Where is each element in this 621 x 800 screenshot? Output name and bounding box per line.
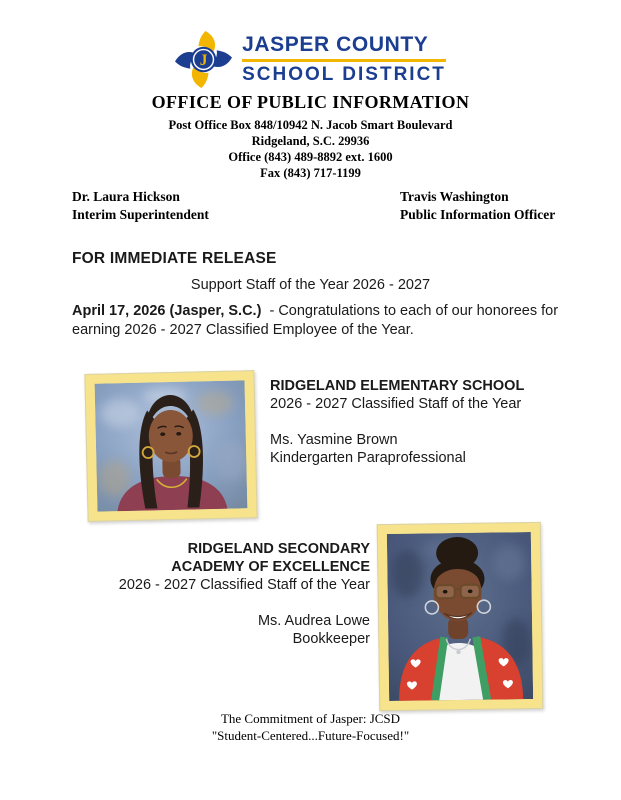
for-immediate-release-label: FOR IMMEDIATE RELEASE bbox=[72, 250, 277, 267]
honoree1-award: 2026 - 2027 Classified Staff of the Year bbox=[270, 396, 522, 412]
portrait-audrea-lowe bbox=[387, 532, 533, 701]
portrait-yasmine-brown bbox=[95, 380, 248, 511]
office-title: OFFICE OF PUBLIC INFORMATION bbox=[151, 92, 470, 112]
audrea-lowe-photo bbox=[377, 522, 544, 711]
honoree1-position: Kindergarten Paraprofessional bbox=[270, 450, 466, 466]
release-subject: Support Staff of the Year 2026 - 2027 bbox=[190, 277, 431, 293]
logo-district-name: SCHOOL DISTRICT bbox=[242, 64, 446, 85]
honoree2-award: 2026 - 2027 Classified Staff of the Year bbox=[118, 577, 370, 593]
release-body-paragraph bbox=[72, 302, 564, 340]
honoree1-school-name: RIDGELAND ELEMENTARY SCHOOL bbox=[270, 378, 525, 394]
honoree1-name: Ms. Yasmine Brown bbox=[270, 432, 398, 448]
office-fax: Fax (843) 717-1199 bbox=[260, 166, 361, 180]
district-logo bbox=[0, 31, 621, 88]
audrea-lowe-caption bbox=[119, 540, 370, 648]
superintendent-title: Interim Superintendent bbox=[72, 206, 209, 222]
pio-title: Public Information Officer bbox=[400, 206, 556, 222]
pio-name: Travis Washington bbox=[400, 189, 509, 204]
honoree2-position: Bookkeeper bbox=[292, 631, 370, 647]
honoree2-school-name-line2: ACADEMY OF EXCELLENCE bbox=[171, 559, 370, 575]
motto-line2: "Student-Centered...Future-Focused!" bbox=[211, 727, 410, 743]
yasmine-brown-photo bbox=[84, 370, 257, 522]
release-body-text: - Congratulations to each of our honorees for earning 2026 - 2027 Classified Employee of the Year. bbox=[72, 303, 559, 338]
office-header bbox=[0, 92, 621, 181]
yasmine-brown-caption bbox=[270, 377, 524, 467]
motto-line1: The Commitment of Jasper: JCSD bbox=[220, 711, 401, 726]
city-state-zip: Ridgeland, S.C. 29936 bbox=[251, 134, 370, 148]
pio-contact bbox=[400, 188, 555, 223]
district-motto bbox=[0, 711, 621, 744]
district-logo-wordmark bbox=[242, 33, 446, 86]
superintendent-name: Dr. Laura Hickson bbox=[72, 189, 180, 204]
release-dateline: April 17, 2026 (Jasper, S.C.) bbox=[72, 303, 262, 319]
honoree2-school-name-line1: RIDGELAND SECONDARY bbox=[187, 541, 370, 557]
office-phone: Office (843) 489-8892 ext. 1600 bbox=[228, 150, 393, 164]
compass-logo-icon bbox=[175, 31, 232, 88]
superintendent-contact bbox=[72, 188, 209, 223]
logo-gold-rule bbox=[242, 59, 446, 62]
compass-j-monogram: J bbox=[199, 52, 208, 70]
honoree2-name: Ms. Audrea Lowe bbox=[257, 613, 370, 629]
logo-county-name: JASPER COUNTY bbox=[242, 33, 429, 56]
office-address-block bbox=[0, 117, 621, 181]
address-line: Post Office Box 848/10942 N. Jacob Smart Boulevard bbox=[168, 118, 453, 132]
